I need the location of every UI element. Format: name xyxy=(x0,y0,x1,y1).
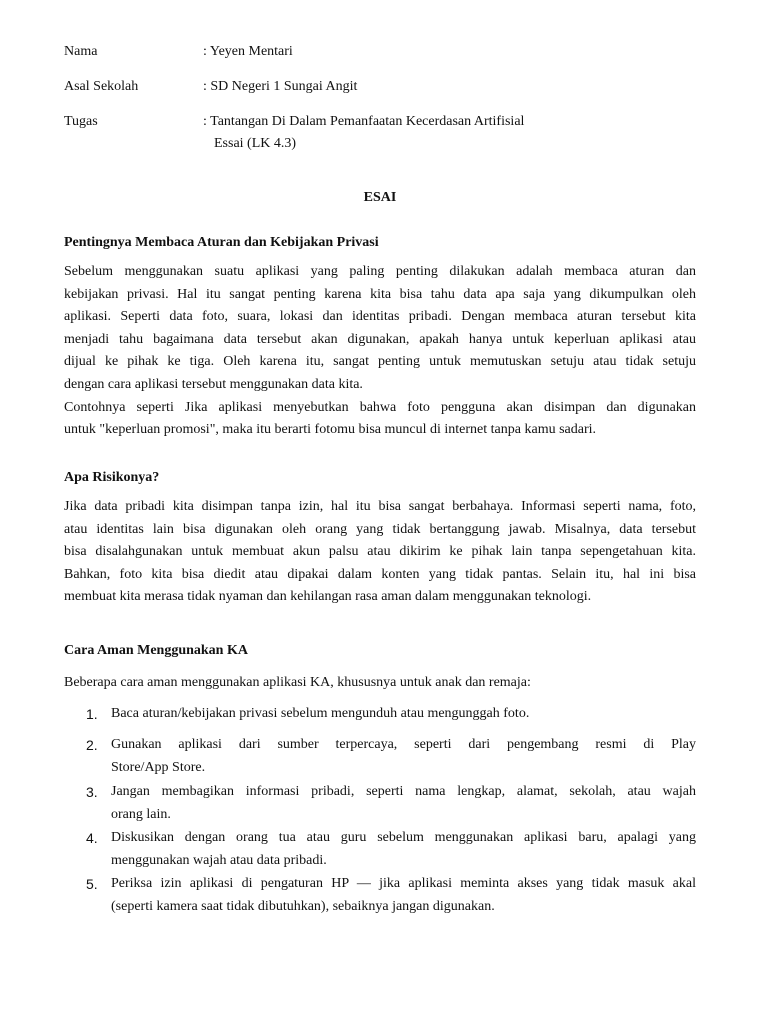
paragraph-line: atau identitas lain bisa digunakan oleh orang yang tidak bertanggung jawab. Misalnya, data tersebut xyxy=(64,521,696,537)
paragraph-line: untuk "keperluan promosi", maka itu berarti fotomu bisa muncul di internet tanpa kamu sadari. xyxy=(64,422,597,438)
paragraph-line: Contohnya seperti Jika aplikasi menyebutkan bahwa foto pengguna akan disimpan dan digunakan xyxy=(64,399,696,415)
nama-label: Nama xyxy=(64,44,98,59)
list-number: 4. xyxy=(86,830,98,846)
paragraph-line: aplikasi. Seperti data foto, suara, lokasi dan identitas pribadi. Dengan membaca aturan tersebut kita xyxy=(64,309,696,325)
tugas-label: Tugas xyxy=(64,114,98,129)
section-heading-risiko: Apa Risikonya? xyxy=(64,470,160,485)
list-item-line: (seperti kamera saat tidak dibutuhkan), sebaiknya jangan digunakan. xyxy=(111,898,495,914)
paragraph-line: bisa disalahgunakan untuk membuat akun palsu atau dikirim ke pihak lain tanpa sepengetahuan kita. xyxy=(64,544,696,560)
list-item-line: orang lain. xyxy=(111,806,171,822)
nama-value: : Yeyen Mentari xyxy=(203,44,293,59)
list-item-line: Baca aturan/kebijakan privasi sebelum mengunduh atau mengunggah foto. xyxy=(111,706,530,721)
tugas-value-line-2: Essai (LK 4.3) xyxy=(214,136,297,151)
list-number: 3. xyxy=(86,784,98,800)
paragraph-line: Sebelum menggunakan suatu aplikasi yang paling penting dilakukan adalah membaca aturan dan xyxy=(64,264,696,279)
paragraph-line: membuat kita merasa tidak nyaman dan kehilangan rasa aman dalam menggunakan teknologi. xyxy=(64,589,592,605)
list-number: 2. xyxy=(86,737,98,753)
list-item xyxy=(111,827,696,872)
tugas-value-line-1: : Tantangan Di Dalam Pemanfaatan Kecerdasan Artifisial xyxy=(203,114,525,129)
list-item-line: Diskusikan dengan orang tua atau guru sebelum menggunakan aplikasi baru, apalagi yang xyxy=(111,830,696,845)
list-item-line: Store/App Store. xyxy=(111,759,206,775)
list-item-line: Gunakan aplikasi dari sumber terpercaya, seperti dari pengembang resmi di Play xyxy=(111,737,696,752)
paragraph-line: menjadi tahu bagaimana data tersebut akan digunakan, apakah hanya untuk keperluan aplikasi atau xyxy=(64,331,696,347)
paragraph-line: dijual ke pihak ke tiga. Oleh karena itu, sangat penting untuk memutuskan setuju atau tidak setuju xyxy=(64,354,696,370)
section-heading-privasi: Pentingnya Membaca Aturan dan Kebijakan Privasi xyxy=(64,235,379,250)
list-item xyxy=(111,781,696,826)
paragraph-privasi xyxy=(64,261,696,442)
list-item-line: Jangan membagikan informasi pribadi, seperti nama lengkap, alamat, sekolah, atau wajah xyxy=(111,784,696,799)
list-intro: Beberapa cara aman menggunakan aplikasi KA, khususnya untuk anak dan remaja: xyxy=(64,675,531,690)
paragraph-line: Jika data pribadi kita disimpan tanpa izin, hal itu bisa sangat berbahaya. Informasi seperti nama, foto, xyxy=(64,499,696,514)
paragraph-risiko xyxy=(64,496,696,609)
list-item xyxy=(111,734,696,779)
list-number: 1. xyxy=(86,706,98,722)
list-number: 5. xyxy=(86,876,98,892)
list-item xyxy=(111,703,696,726)
list-item-line: menggunakan wajah atau data pribadi. xyxy=(111,852,327,868)
asal-sekolah-label: Asal Sekolah xyxy=(64,79,139,94)
list-item xyxy=(111,873,696,918)
paragraph-line: kebijakan privasi. Hal itu sangat penting karena kita bisa tahu data apa saja yang dikumpulkan oleh xyxy=(64,286,696,302)
document-title: ESAI xyxy=(363,190,397,205)
section-heading-cara-aman: Cara Aman Menggunakan KA xyxy=(64,643,248,658)
paragraph-line: Bahkan, foto kita bisa diedit atau dipakai dalam konten yang tidak pantas. Selain itu, hal ini bisa xyxy=(64,566,696,582)
asal-sekolah-value: : SD Negeri 1 Sungai Angit xyxy=(203,79,358,94)
paragraph-line: dengan cara aplikasi tersebut menggunakan data kita. xyxy=(64,376,363,392)
list-item-line: Periksa izin aplikasi di pengaturan HP — jika aplikasi meminta akses yang tidak masuk akal xyxy=(111,876,696,891)
